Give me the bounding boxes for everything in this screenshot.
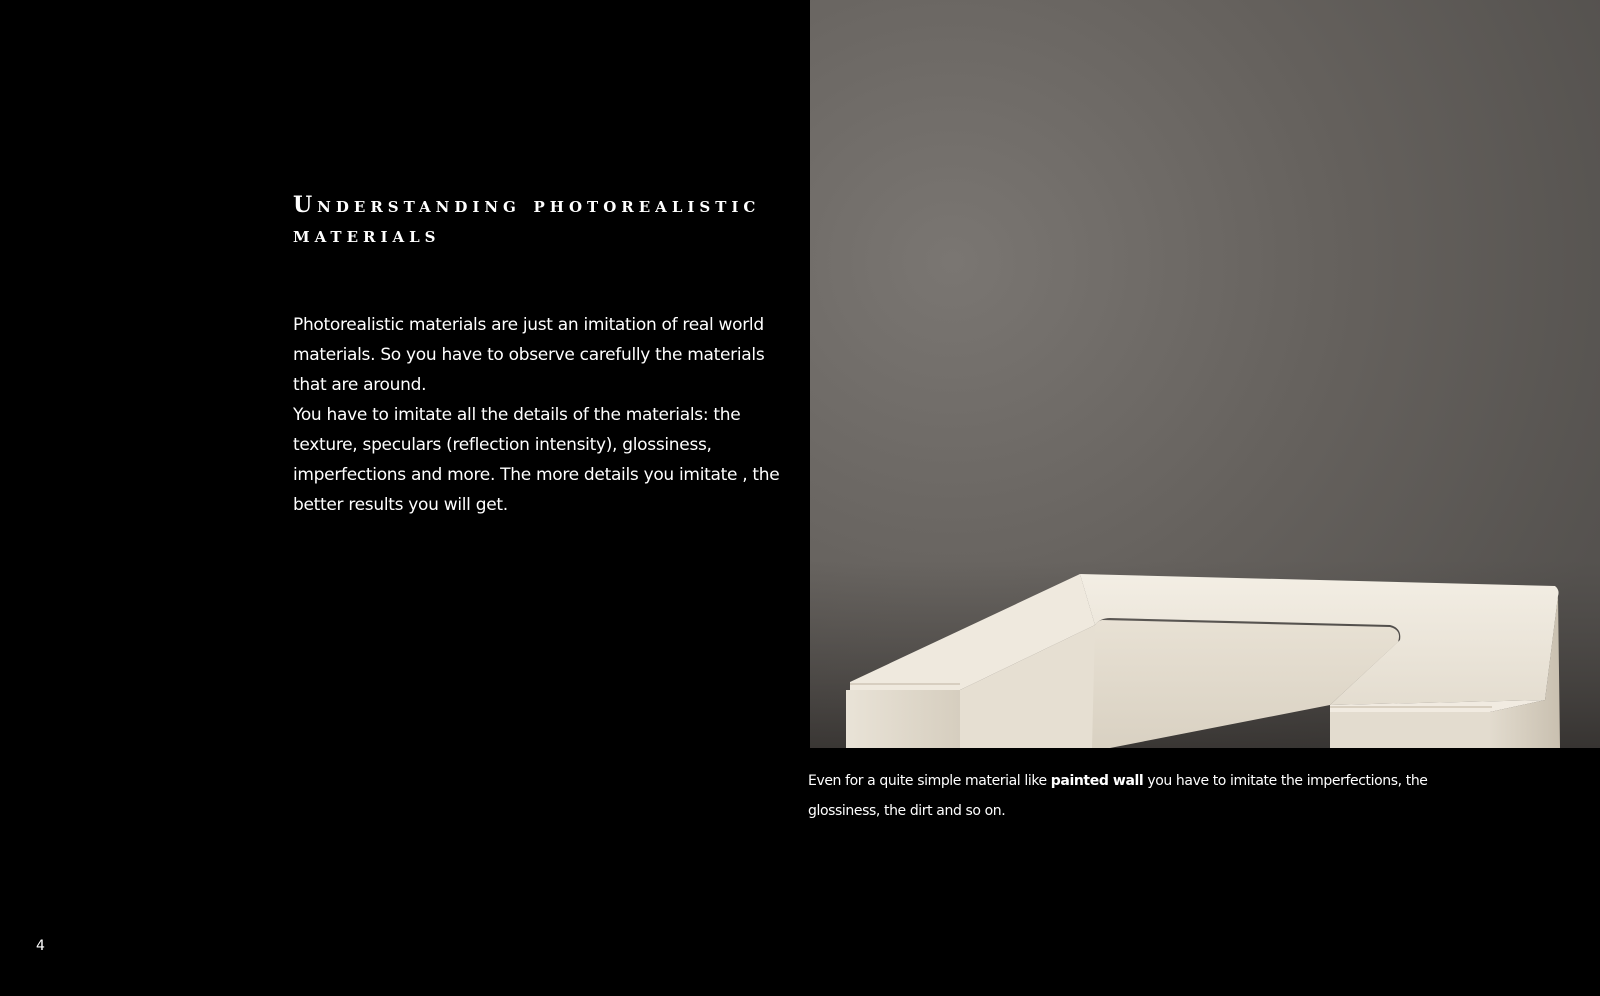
caption-emphasis: painted wall xyxy=(1050,773,1144,789)
image-caption xyxy=(808,766,1448,826)
armchair-illustration xyxy=(810,0,1600,748)
page-number: 4 xyxy=(36,938,45,954)
caption-text-end: you have to imitate the imperfections, the glossiness, the dirt and so on. xyxy=(808,773,1428,819)
paragraph-intro: Photorealistic materials are just an imitation of real world materials. So you have to observe carefully the materials that are around. xyxy=(293,315,765,395)
page-title: Understanding photorealistic materials xyxy=(293,192,761,248)
armchair-photo xyxy=(810,0,1600,748)
caption-text-start: Even for a quite simple material like xyxy=(808,773,1051,789)
paragraph-details: You have to imitate all the details of the materials: the texture, speculars (reflection intensity), glossiness, imperfections and more. The more details you imitate , the better results you will get. xyxy=(293,405,780,515)
body-text xyxy=(293,310,783,520)
